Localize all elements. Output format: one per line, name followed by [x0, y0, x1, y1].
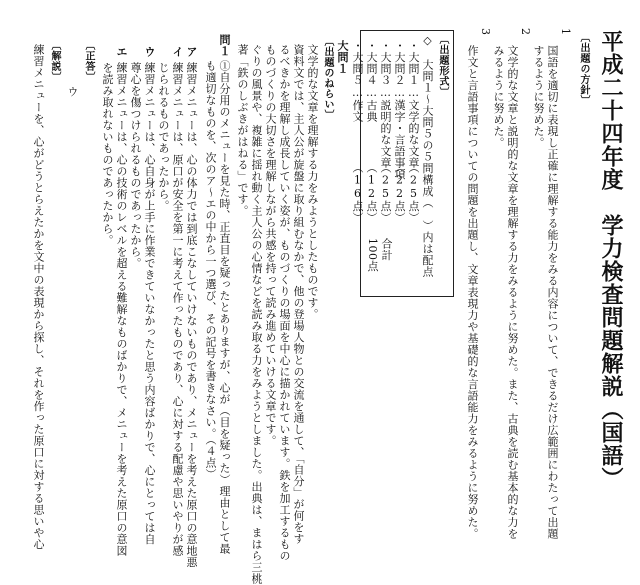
choice-e-line-2: を読み取れないものであったから。: [101, 62, 114, 246]
format-total-value: 100点: [366, 238, 379, 272]
q1-aim-line-6: 著「鉄のしぶきがはねる」です。: [236, 44, 249, 217]
q1-question-line-2: も適切なものを、次のア～エの中から一つ選び、その記号を書きなさい。（４点）: [204, 60, 217, 480]
q1-aim-line-5: ぐりの風景や、複雑に揺れ動く主人公の心情などを読み取る力をみようとしました。出典は、まはら三桃: [250, 44, 263, 585]
choice-i-line-2: じられるものであったから。: [157, 62, 170, 212]
format-heading: 〔出題形式〕: [437, 34, 448, 97]
answer-value: ウ: [66, 86, 79, 98]
policy-2-line-1: 文学的な文章と説明的な文章を理解する力をみるように努めた。また、古典を読む基本的な力を: [506, 45, 519, 540]
format-item-2: ・大問２…漢字・言語事項: [393, 40, 406, 180]
format-item-4-points: （12点）: [365, 162, 378, 224]
policy-1-line-1: 国語を適切に表現し正確に理解する能力をみる内容について、できるだけ広範囲にわたって出題: [546, 45, 559, 540]
format-item-1-points: （25点）: [407, 162, 420, 224]
policy-1-line-2: するように努めた。: [532, 45, 545, 149]
q1-heading: 大問１: [336, 40, 349, 75]
q1-aim-line-1: 文学的な文章を理解する力をみようとしたものです。: [306, 44, 319, 320]
q1-aim-line-2: 資料文では、主人公が旋盤に取り組むなかで、他の登場人物との交流を通して、「自分」が何をす: [292, 44, 305, 545]
choice-u-line-2: 尊心を傷つけられるものであったから。: [129, 62, 142, 269]
format-item-2-points: （22点）: [393, 162, 406, 224]
policy-2-number: 2: [519, 28, 532, 36]
policy-1-number: 1: [559, 28, 572, 36]
policy-3-number: 3: [479, 28, 492, 36]
format-total-label: 合計: [380, 238, 393, 261]
page-title: 平成二十四年度 学力検査問題解説（国語）: [598, 30, 623, 490]
q1-question-line-1: ①自分用のメニューを見た時、正直目を疑ったとありますが、心が（目を疑った）理由として最: [218, 60, 231, 555]
choice-a-mark: ア: [185, 46, 198, 58]
policy-2-line-2: みるように努めた。: [492, 45, 505, 149]
format-item-5-points: （16点）: [351, 162, 364, 224]
explain-heading: 〔解説〕: [49, 40, 60, 82]
choice-u-line-1: 練習メニューは、心自身が上手に作業できていなかったと思う内容ばかりで、心にとっては自: [143, 62, 156, 545]
q1-aim-heading: 〔出題のねらい〕: [322, 36, 333, 120]
format-item-4: ・大問４…古典: [365, 40, 378, 123]
q1-aim-line-4: ものづくりの大切さを理解しながら共感を持って読み進めていける文章です。: [264, 44, 277, 447]
choice-e-line-1: 練習メニューは、心の技術のレベルを超える難解なものばかりで、メニューを考えた原口の意図: [115, 62, 128, 557]
choice-i-mark: イ: [171, 46, 184, 58]
format-item-3-points: （25点）: [379, 162, 392, 224]
format-item-3: ・大問３…説明的な文章: [379, 40, 392, 169]
explain-line-1: 練習メニューを、心がどうとらえたかを文中の表現から探し、それを作った原口に対する思いや心: [32, 44, 45, 550]
policy-heading: 〔出題の方針〕: [578, 32, 589, 106]
answer-heading: 〔正答〕: [83, 40, 94, 82]
choice-a-line-1: 練習メニューは、心の体力では到底こなしていけないものであり、メニューを考えた原口の意地悪: [185, 62, 198, 568]
q1-aim-line-3: るべきかを理解し成長していく姿が、ものづくりの場面を中心に描かれています。鉄を加工するもの: [278, 44, 291, 562]
format-item-5: ・大問５…作文: [351, 40, 364, 123]
q1-question-number: 問１: [218, 34, 231, 57]
policy-3-line-1: 作文と言語事項についての問題を出題し、文章表現力や基礎的な言語能力をみるように努めた。: [466, 45, 479, 540]
format-summary: ◇ 大問１～大問５の５問構成（ ）内は配点: [421, 34, 434, 278]
choice-i-line-1: 練習メニューは、原口が安全を第一に考えて作ったものであり、心に対する配慮や思いやりが感: [171, 62, 184, 557]
choice-e-mark: エ: [115, 46, 128, 58]
format-item-1: ・大問１…文学的な文章: [407, 40, 420, 169]
choice-u-mark: ウ: [143, 46, 156, 58]
